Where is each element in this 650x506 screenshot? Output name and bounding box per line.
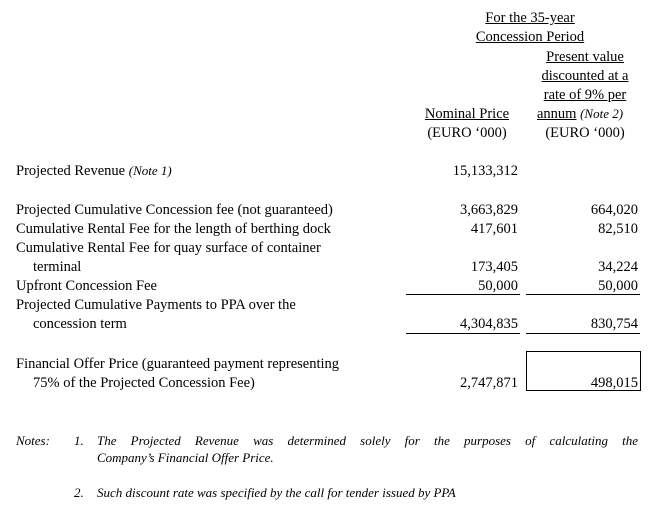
pv-header-annum: annum [537, 106, 577, 122]
period-header-line2: Concession Period [475, 29, 585, 45]
pv-header-note: (Note 2) [580, 106, 624, 121]
berthing-pv: 82,510 [598, 221, 638, 237]
total-rule-nominal [406, 333, 520, 334]
pv-header-line1: Present value [546, 49, 624, 65]
quay-nominal: 173,405 [470, 259, 518, 275]
concession-fee-label: Projected Cumulative Concession fee (not guaranteed) [16, 202, 333, 218]
period-header-line1: For the 35-year [485, 10, 575, 26]
quay-pv: 34,224 [598, 259, 638, 275]
subtotal-rule-pv [526, 294, 640, 295]
quay-label-line2: terminal [33, 259, 82, 275]
concession-fee-nominal: 3,663,829 [460, 202, 518, 218]
berthing-label: Cumulative Rental Fee for the length of berthing dock [16, 221, 331, 237]
note-2-text: Such discount rate was specified by the call for tender issued by PPA [97, 485, 456, 500]
quay-label-line1: Cumulative Rental Fee for quay surface of container [16, 240, 321, 256]
pv-header-line4 [537, 105, 623, 123]
upfront-nominal: 50,000 [478, 278, 518, 294]
berthing-nominal: 417,601 [470, 221, 518, 237]
revenue-label-text: Projected Revenue [16, 163, 126, 179]
offer-label-line2: 75% of the Projected Concession Fee) [33, 375, 255, 391]
note-2-number: 2. [74, 485, 84, 500]
offer-nominal: 2,747,871 [460, 375, 518, 391]
offer-pv: 498,015 [590, 375, 638, 391]
revenue-nominal: 15,133,312 [452, 163, 518, 179]
note-1-line1: The Projected Revenue was determined solely for the purposes of calculating the [97, 433, 638, 448]
ppa-pv: 830,754 [590, 316, 638, 332]
note-1-line2: Company’s Financial Offer Price. [97, 450, 274, 465]
note-1-number: 1. [74, 433, 84, 448]
nominal-header: Nominal Price [424, 106, 510, 122]
total-rule-pv [526, 333, 640, 334]
upfront-label: Upfront Concession Fee [16, 278, 157, 294]
notes-heading: Notes: [16, 433, 50, 448]
pv-header-line2: discounted at a [541, 68, 629, 84]
ppa-label-line2: concession term [33, 316, 127, 332]
revenue-note: (Note 1) [128, 163, 172, 178]
pv-header-line3: rate of 9% per [543, 87, 627, 103]
nominal-unit: (EURO ‘000) [427, 125, 507, 141]
ppa-nominal: 4,304,835 [460, 316, 518, 332]
upfront-pv: 50,000 [598, 278, 638, 294]
concession-fee-pv: 664,020 [590, 202, 638, 218]
pv-header-unit: (EURO ‘000) [545, 125, 625, 141]
ppa-label-line1: Projected Cumulative Payments to PPA over the [16, 297, 296, 313]
revenue-label [16, 162, 172, 180]
subtotal-rule-nominal [406, 294, 520, 295]
offer-label-line1: Financial Offer Price (guaranteed payment representing [16, 356, 340, 372]
